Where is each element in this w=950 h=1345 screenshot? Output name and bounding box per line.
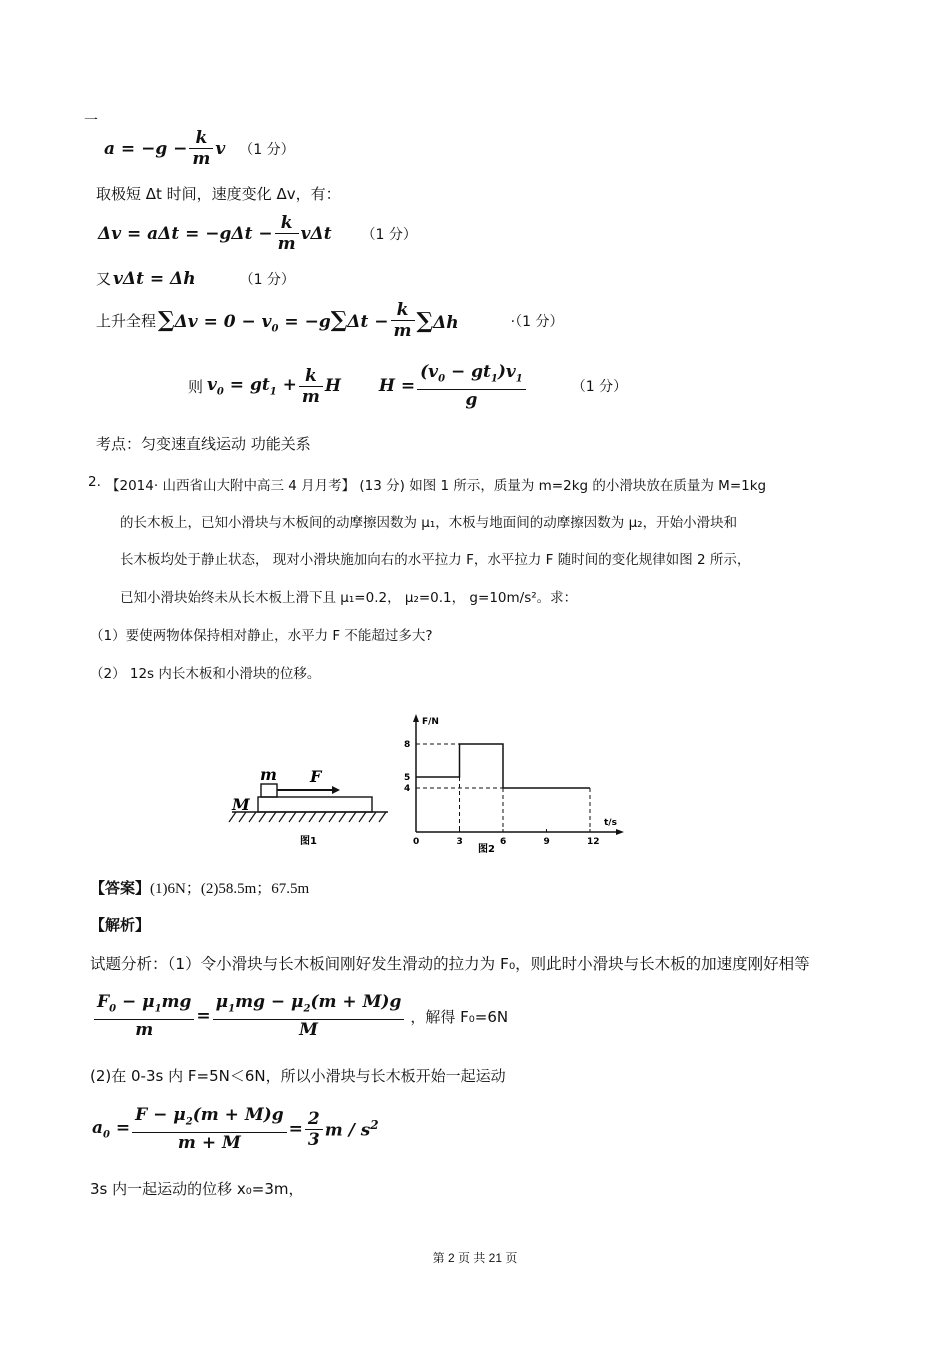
text-prefix: 上升全程 bbox=[96, 312, 157, 330]
score-label: （1 分） bbox=[239, 271, 295, 288]
equation-suffix: ，解得 F₀=6N bbox=[410, 1007, 509, 1026]
text-prefix: 则 bbox=[188, 377, 204, 396]
x-axis-label: t/s bbox=[604, 818, 617, 828]
analysis-line: (2)在 0-3s 内 F=5N＜6N，所以小滑块与长木板开始一起运动 bbox=[90, 1067, 506, 1085]
y-axis-arrow bbox=[413, 714, 419, 722]
label-m: m bbox=[260, 765, 277, 784]
equation-a0: $a_0$ = $\frac{F - \mu_2(m + M)g}{m + M}$ = $\frac{2}{3}$ m / $s^2$ bbox=[92, 1105, 379, 1154]
long-board bbox=[258, 797, 372, 812]
y-axis-label: F/N bbox=[422, 717, 439, 727]
top-mark: 一 bbox=[84, 113, 98, 129]
analysis-label: 【解析】 bbox=[90, 916, 151, 934]
text-prefix: 又 bbox=[96, 270, 112, 288]
solution-line: 取极短 Δt 时间，速度变化 Δv，有： bbox=[96, 185, 341, 203]
score-label: ·（1 分） bbox=[510, 313, 564, 330]
problem-line: 的长木板上，已知小滑块与木板间的动摩擦因数为 μ₁，木板与地面间的动摩擦因数为 μ₂，开始小滑块和 bbox=[120, 515, 738, 531]
y-tick-label: 4 bbox=[404, 784, 411, 794]
page-footer: 第 2 页 共 21 页 bbox=[432, 1251, 518, 1265]
analysis-line: 试题分析：（1）令小滑块与长木板间刚好发生滑动的拉力为 F₀，则此时小滑块与长木板的加速度刚好相等 bbox=[90, 955, 810, 973]
y-tick-label: 5 bbox=[404, 773, 411, 783]
kaodian-line: 考点：匀变速直线运动 功能关系 bbox=[96, 435, 311, 453]
x-tick-label: 6 bbox=[500, 837, 507, 847]
score-label: （1 分） bbox=[361, 226, 417, 243]
ground-hatch bbox=[229, 812, 386, 822]
answer-line bbox=[90, 877, 309, 898]
x-tick-label: 9 bbox=[543, 837, 550, 847]
equation-delta-v: Δv = aΔt = −gΔt − $\frac{k}{m}$ vΔt （1 分） bbox=[98, 213, 417, 254]
figure-1-caption: 图1 bbox=[300, 836, 317, 847]
label-M: M bbox=[232, 795, 250, 814]
x-tick-label: 12 bbox=[587, 837, 600, 847]
question-1: （1）要使两物体保持相对静止，水平力 F 不能超过多大? bbox=[90, 628, 433, 644]
x-tick-label: 3 bbox=[456, 837, 463, 847]
equation-acceleration: a = −g − $\frac{k}{m}$ v （1 分） bbox=[104, 128, 295, 169]
answer-label: 【答案】 bbox=[90, 879, 151, 897]
label-F: F bbox=[310, 767, 322, 786]
equation-result: 则 $v_0 = gt_1$ + $\frac{k}{m}$ H H = $\frac{(v_0 - gt_1)v_1}{g}$ （1 分） bbox=[188, 362, 628, 411]
figure-2-caption: 图2 bbox=[478, 844, 495, 855]
y-tick-label: 8 bbox=[404, 740, 411, 750]
analysis-line: 3s 内一起运动的位移 x₀=3m， bbox=[90, 1180, 304, 1198]
x-axis-arrow bbox=[616, 829, 624, 835]
score-label: （1 分） bbox=[239, 141, 295, 158]
question-2: （2） 12s 内长木板和小滑块的位移。 bbox=[90, 666, 321, 682]
small-block bbox=[261, 784, 277, 797]
force-arrowhead bbox=[332, 786, 340, 794]
answer-text: (1)6N；(2)58.5m；67.5m bbox=[150, 881, 310, 897]
x-tick-label: 0 bbox=[413, 837, 420, 847]
score-label: （1 分） bbox=[571, 379, 628, 396]
problem-number: 2. bbox=[88, 474, 101, 490]
equation-f0: $\frac{F_0 - \mu_1mg}{m}$ = $\frac{\mu_1mg - \mu_2(m + M)g}{M}$ ，解得 F₀=6N bbox=[92, 992, 508, 1040]
equation-sum: 上升全程 $\sum\Delta v = 0 - v_0 = -g\sum\Delta t$ − $\frac{k}{m}$ ∑Δh ·（1 分） bbox=[96, 300, 564, 341]
figure-1-block-on-board bbox=[228, 760, 396, 850]
problem-line: 【2014· 山西省山大附中高三 4 月月考】 (13 分) 如图 1 所示，质量为 m=2kg 的小滑块放在质量为 M=1kg bbox=[106, 478, 767, 494]
figure-2-force-time-chart bbox=[398, 712, 628, 858]
problem-line: 长木板均处于静止状态， 现对小滑块施加向右的水平拉力 F，水平拉力 F 随时间的变化规律如图 2 所示， bbox=[120, 552, 751, 568]
force-series-line bbox=[416, 744, 590, 788]
problem-line: 已知小滑块始终未从长木板上滑下且 μ₁=0.2， μ₂=0.1， g=10m/s²。求： bbox=[120, 590, 578, 606]
equation-delta-h: 又 vΔt = Δh （1 分） bbox=[96, 268, 295, 289]
